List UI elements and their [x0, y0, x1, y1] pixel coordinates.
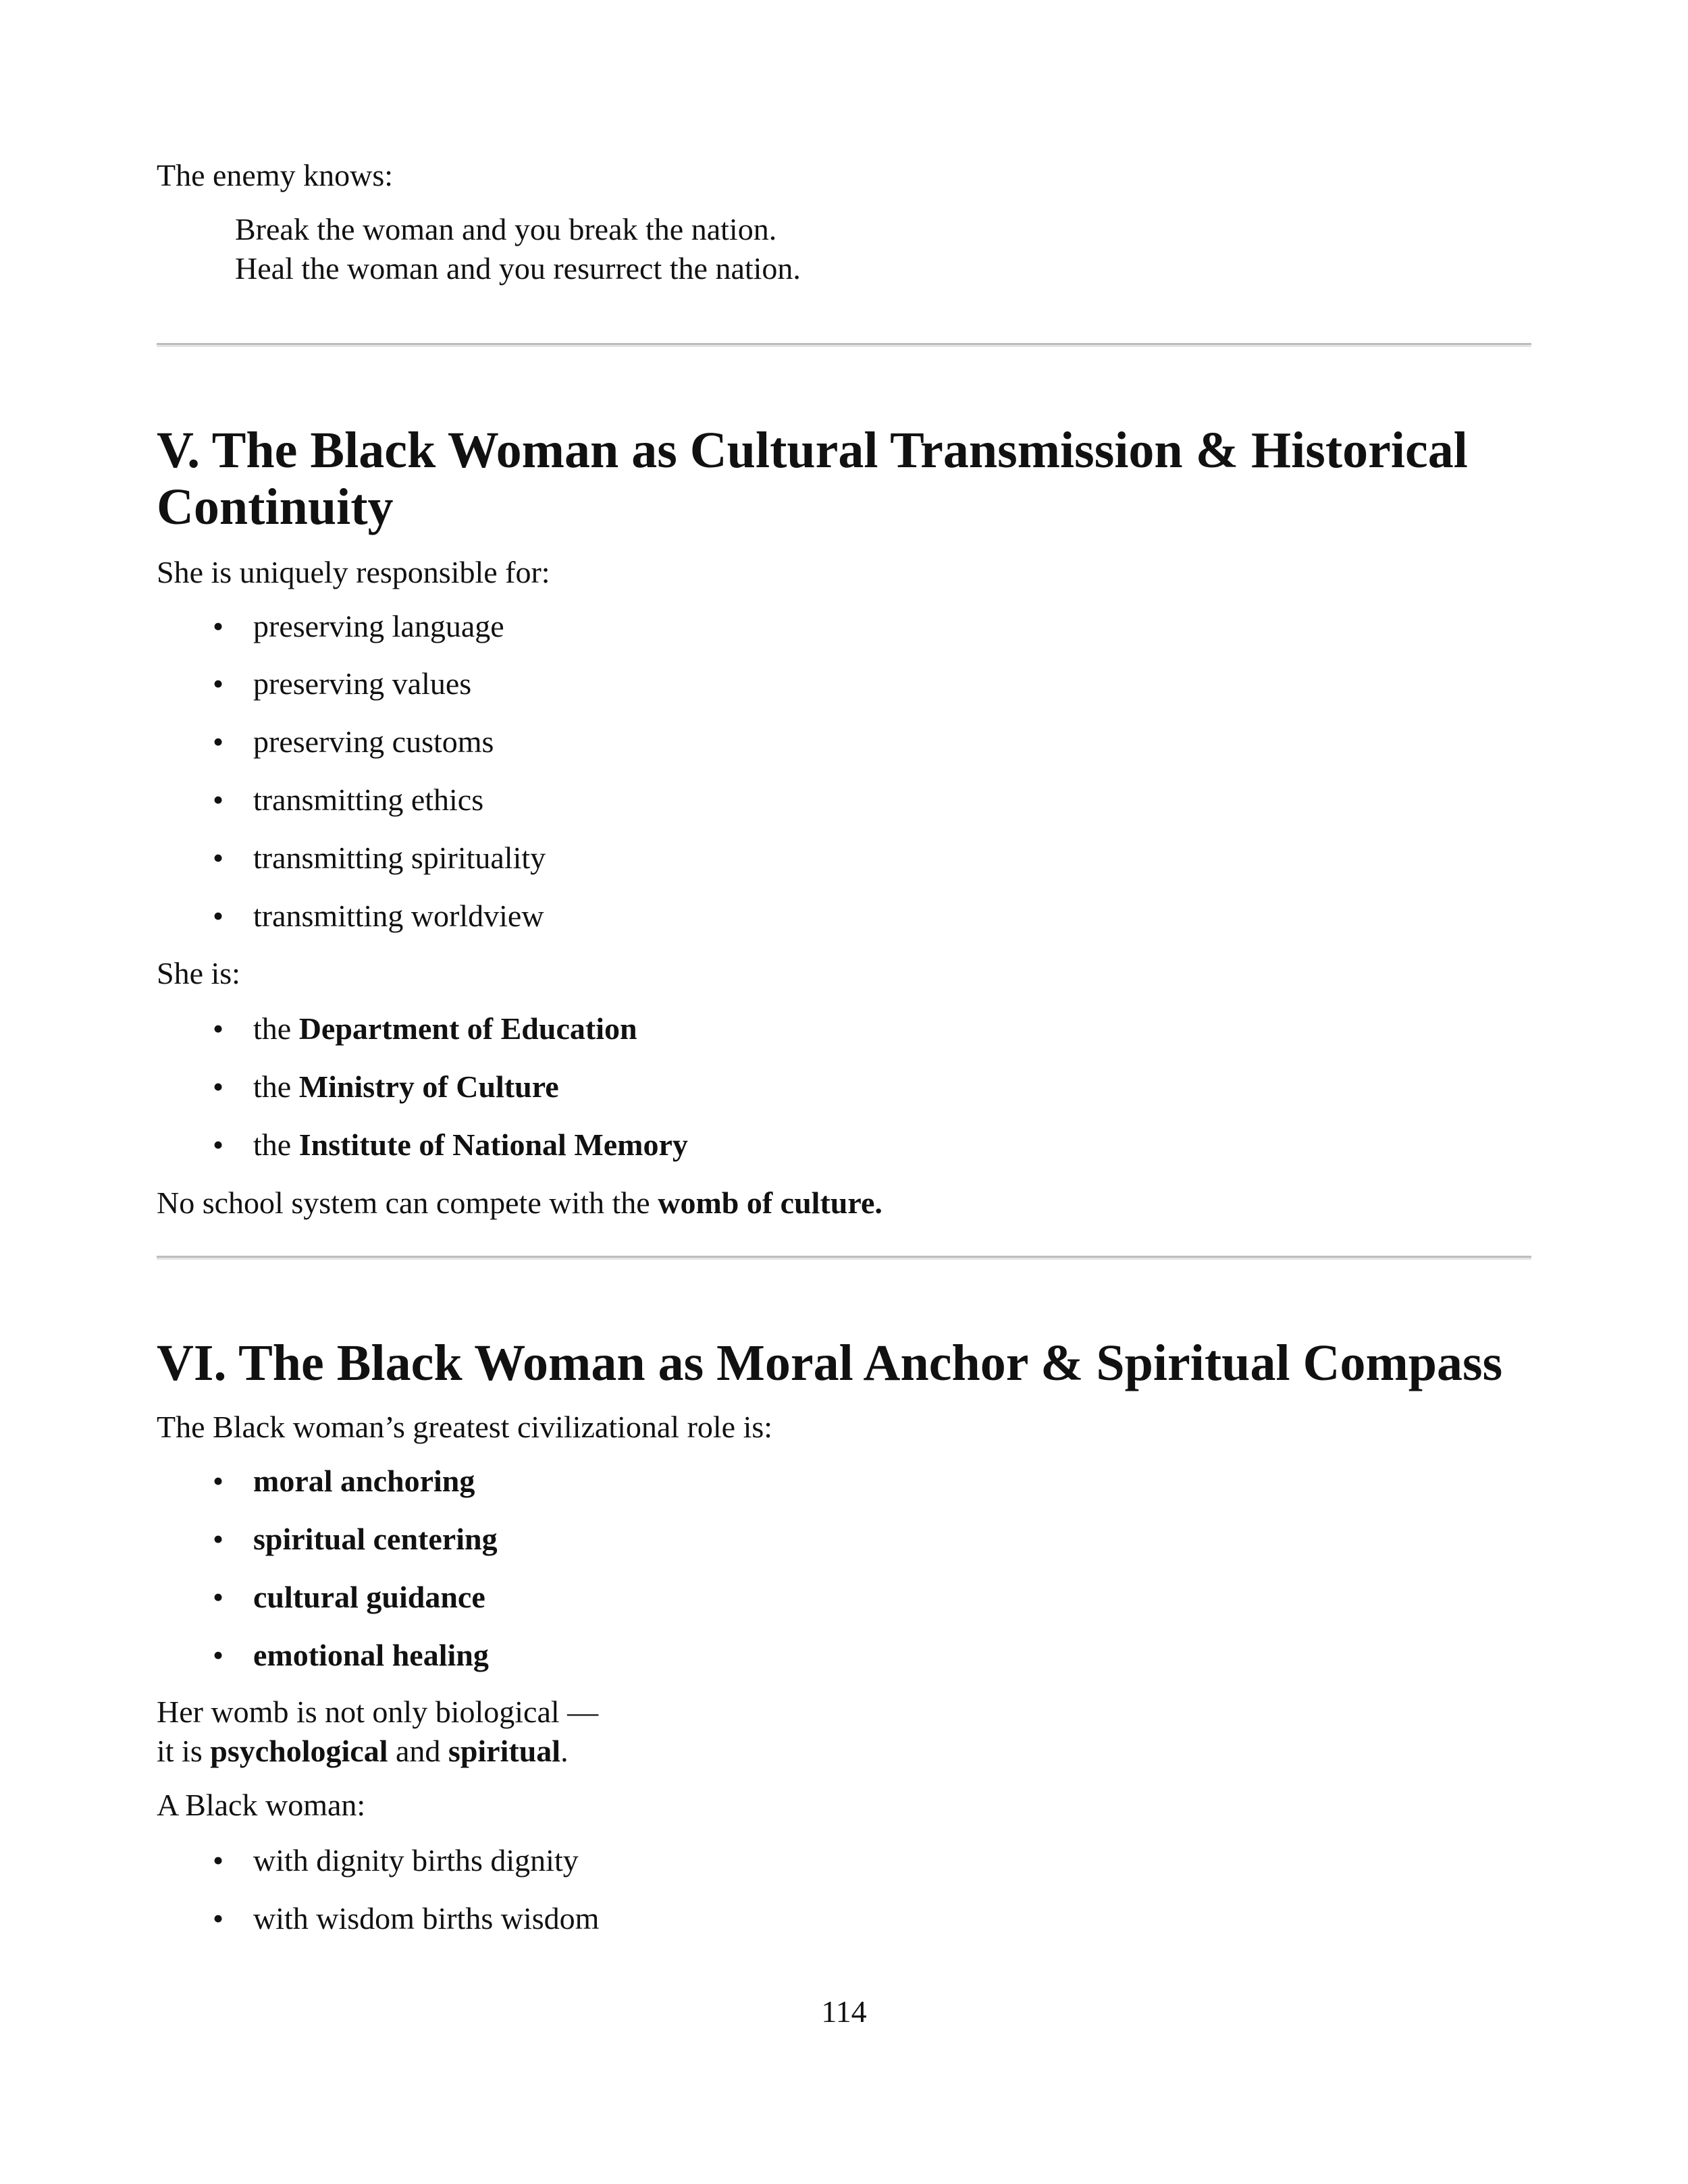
- list-item: with wisdom births wisdom: [253, 1901, 600, 1936]
- section-5-heading-line-1: V. The Black Woman as Cultural Transmission & Historical: [157, 422, 1468, 479]
- list-item: [253, 1462, 475, 1500]
- bullet-icon: •: [213, 666, 224, 701]
- bullet-icon: •: [213, 782, 224, 817]
- bullet-icon: •: [213, 1638, 224, 1672]
- bullet-icon: •: [213, 1011, 224, 1046]
- list-item: preserving customs: [253, 724, 494, 759]
- intro-lead: The enemy knows:: [157, 158, 394, 192]
- closing-prefix: No school system can compete with the: [157, 1186, 658, 1220]
- section-6-heading: VI. The Black Woman as Moral Anchor & Spiritual Compass: [157, 1335, 1503, 1391]
- bullet-icon: •: [213, 724, 224, 759]
- role-prefix: the: [253, 1127, 299, 1162]
- role-name: Department of Education: [298, 1011, 637, 1046]
- bullet-icon: •: [213, 841, 224, 875]
- section-divider: [157, 343, 1531, 347]
- list-item: [253, 1126, 688, 1164]
- role-name: emotional healing: [253, 1638, 489, 1672]
- quote-line-1: Break the woman and you break the nation.: [235, 212, 777, 246]
- section-5-lead: She is uniquely responsible for:: [157, 555, 550, 589]
- list-item: [253, 1578, 485, 1616]
- bullet-icon: •: [213, 1127, 224, 1162]
- list-item: transmitting ethics: [253, 782, 484, 817]
- she-is-lead: She is:: [157, 956, 240, 990]
- bullet-icon: •: [213, 1522, 224, 1556]
- womb-bold-2: spiritual: [448, 1734, 561, 1768]
- list-item: [253, 1010, 637, 1048]
- role-prefix: the: [253, 1011, 299, 1046]
- bullet-icon: •: [213, 1580, 224, 1614]
- bullet-icon: •: [213, 609, 224, 643]
- bullet-icon: •: [213, 1464, 224, 1498]
- section-5-closing: [157, 1184, 882, 1222]
- womb-mid: and: [388, 1734, 448, 1768]
- bullet-icon: •: [213, 1843, 224, 1877]
- role-prefix: the: [253, 1069, 299, 1104]
- quote-line-2: Heal the woman and you resurrect the nation.: [235, 251, 801, 286]
- closing-bold: womb of culture.: [658, 1186, 882, 1220]
- section-divider: [157, 1256, 1531, 1260]
- section-6-lead: The Black woman’s greatest civilizational role is:: [157, 1410, 773, 1444]
- bullet-icon: •: [213, 899, 224, 933]
- a-black-woman-lead: A Black woman:: [157, 1788, 366, 1822]
- womb-line-1: Her womb is not only biological —: [157, 1695, 599, 1729]
- womb-prefix: it is: [157, 1734, 211, 1768]
- list-item: transmitting spirituality: [253, 841, 546, 875]
- role-name: spiritual centering: [253, 1522, 498, 1556]
- list-item: preserving language: [253, 609, 504, 643]
- list-item: with dignity births dignity: [253, 1843, 579, 1877]
- womb-suffix: .: [560, 1734, 569, 1768]
- role-name: Institute of National Memory: [298, 1127, 688, 1162]
- list-item: [253, 1636, 489, 1674]
- role-name: Ministry of Culture: [298, 1069, 559, 1104]
- role-name: moral anchoring: [253, 1464, 475, 1498]
- page-number: 114: [821, 1994, 867, 2029]
- list-item: [253, 1068, 559, 1106]
- bullet-icon: •: [213, 1901, 224, 1936]
- list-item: transmitting worldview: [253, 899, 544, 933]
- womb-bold-1: psychological: [210, 1734, 388, 1768]
- role-name: cultural guidance: [253, 1580, 485, 1614]
- list-item: preserving values: [253, 666, 472, 701]
- section-5-heading-line-2: Continuity: [157, 479, 394, 535]
- list-item: [253, 1520, 498, 1558]
- womb-line-2: [157, 1732, 569, 1770]
- bullet-icon: •: [213, 1069, 224, 1104]
